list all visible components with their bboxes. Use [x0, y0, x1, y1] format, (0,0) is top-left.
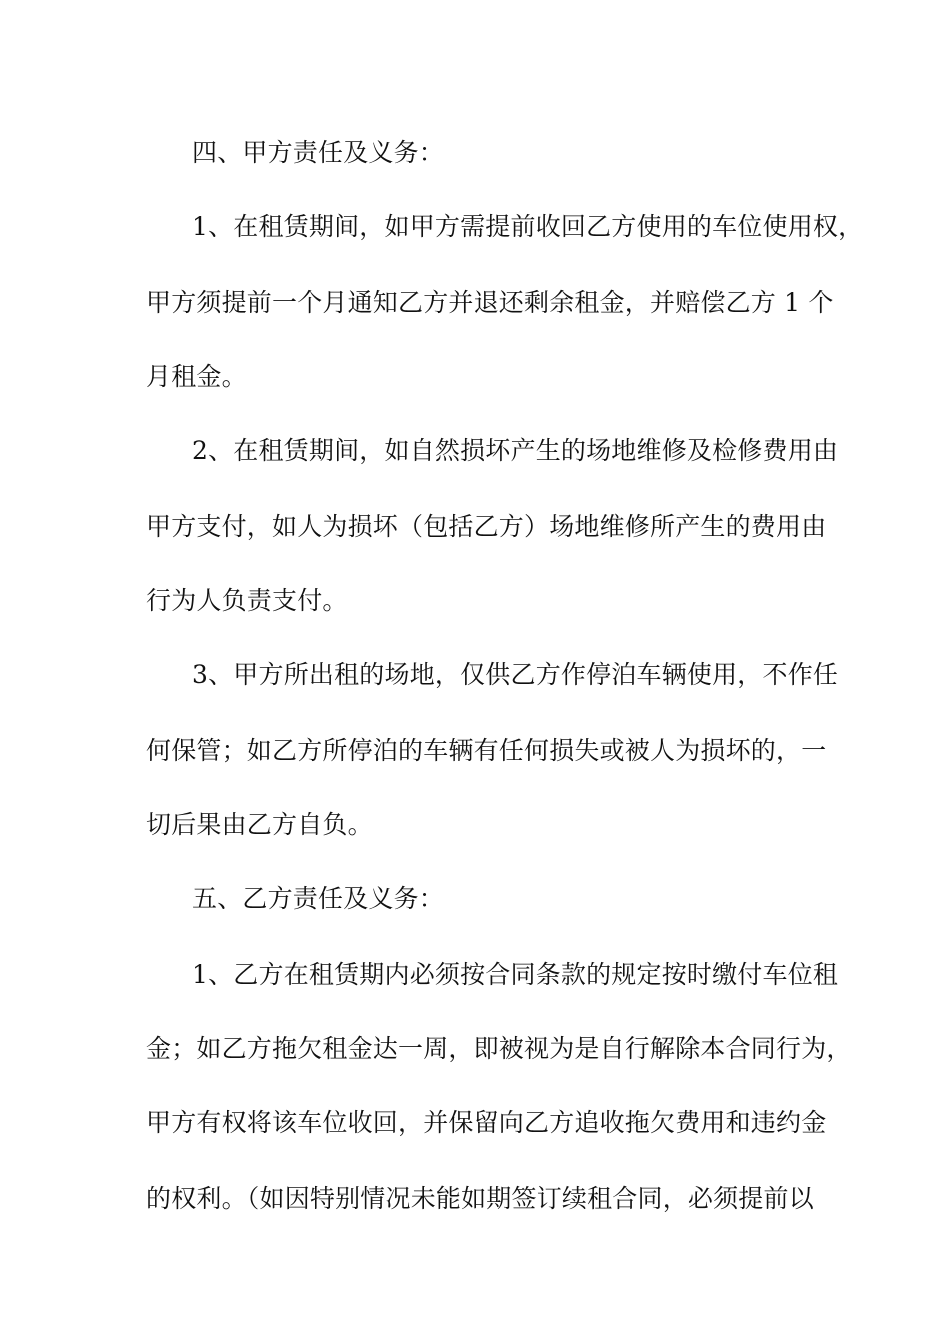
text-line: 3、甲方所出租的场地，仅供乙方作停泊车辆使用，不作任 [192, 660, 839, 689]
text-line: 的权利。（如因特别情况未能如期签订续租合同，必须提前以 [146, 1184, 814, 1213]
section-heading-party-a-duties: 四、甲方责任及义务： [192, 138, 445, 167]
text-line: 行为人负责支付。 [146, 586, 348, 615]
text-line: 甲方须提前一个月通知乙方并退还剩余租金，并赔偿乙方 1 个 [146, 288, 834, 317]
text-line: 1、乙方在租赁期内必须按合同条款的规定按时缴付车位租 [192, 960, 839, 989]
section-heading-party-b-duties: 五、乙方责任及义务： [192, 884, 445, 913]
text-line: 金；如乙方拖欠租金达一周，即被视为是自行解除本合同行为， [146, 1034, 852, 1063]
text-line: 1、在租赁期间，如甲方需提前收回乙方使用的车位使用权， [192, 212, 864, 241]
text-line: 月租金。 [146, 362, 247, 391]
text-line: 何保管；如乙方所停泊的车辆有任何损失或被人为损坏的，一 [146, 736, 827, 765]
text-line: 甲方支付，如人为损坏（包括乙方）场地维修所产生的费用由 [146, 512, 827, 541]
text-line: 切后果由乙方自负。 [146, 810, 373, 839]
text-line: 甲方有权将该车位收回，并保留向乙方追收拖欠费用和违约金 [146, 1108, 827, 1137]
text-line: 2、在租赁期间，如自然损坏产生的场地维修及检修费用由 [192, 436, 839, 465]
